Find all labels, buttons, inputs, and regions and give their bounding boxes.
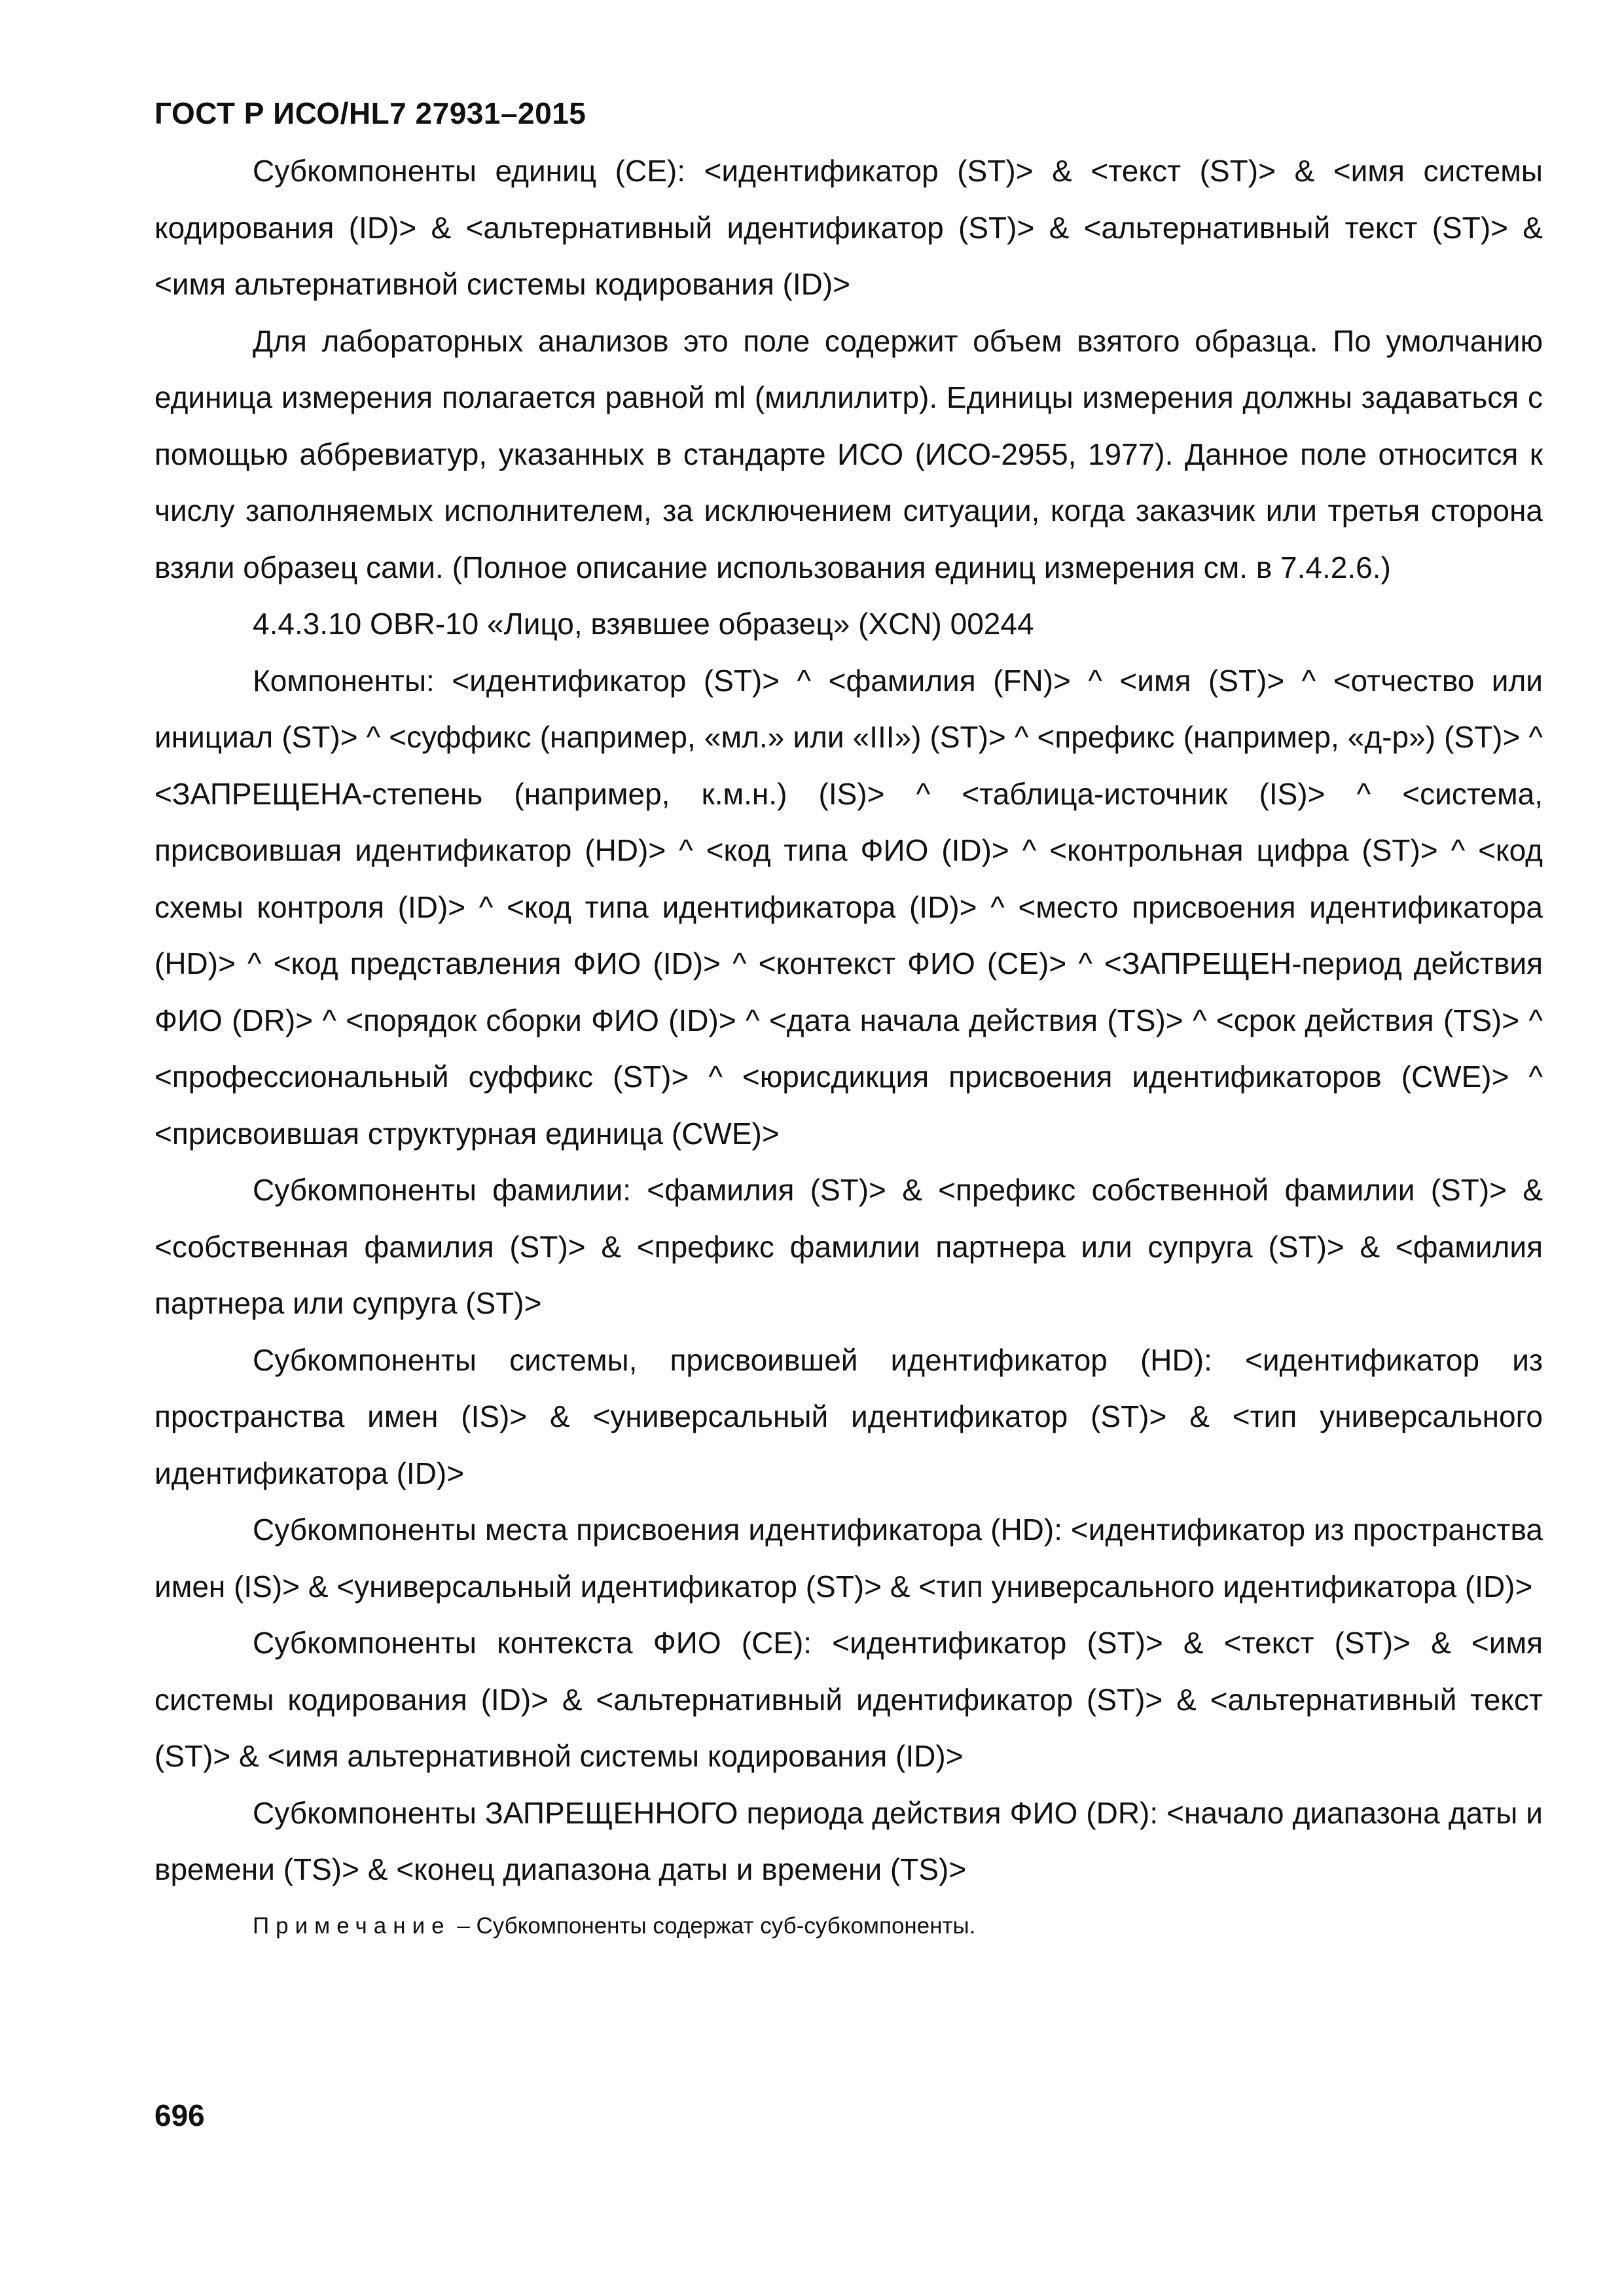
page-number: 696 [154,2098,205,2132]
paragraph-assigning-system-subcomponents: Субкомпоненты системы, присвоившей идентификатор (HD): <идентификатор из пространства имен (IS)> & <универсальный идентификатор (ST)> & <тип универсального идентификатора (ID)> [154,1342,1543,1490]
paragraph-validity-period-subcomponents: Субкомпоненты ЗАПРЕЩЕННОГО периода действия ФИО (DR): <начало диапазона даты и времени (TS)> & <конец диапазона даты и времени (TS)> [154,1795,1543,1886]
note-dash: – [450,1912,477,1939]
paragraph-name-context-subcomponents: Субкомпоненты контекста ФИО (CE): <идентификатор (ST)> & <текст (ST)> & <имя системы кодирования (ID)> & <альтернативный идентификатор (ST)> & <альтернативный текст (ST)> & <имя альтернативной системы кодирования (ID)> [154,1626,1543,1773]
paragraph-ce-subcomponents: Субкомпоненты единиц (CE): <идентификатор (ST)> & <текст (ST)> & <имя системы кодирования (ID)> & <альтернативный идентификатор (ST)> & <альтернативный текст (ST)> & <имя альтернативной системы кодирования (ID)> [154,154,1543,301]
paragraph-components: Компоненты: <идентификатор (ST)> ^ <фамилия (FN)> ^ <имя (ST)> ^ <отчество или инициал (ST)> ^ <суффикс (например, «мл.» или «III») (ST)> ^ <префикс (например, «д-р») (ST)> ^ <ЗАПРЕЩЕНА-степень (например, к.м.н.) (IS)> ^ <таблица-источник (IS)> ^ <система, присвоившая идентификатор (HD)> ^ <код типа ФИО (ID)> ^ <контрольная цифра (ST)> ^ <код схемы контроля (ID)> ^ <код типа идентификатора (ID)> ^ <место присвоения идентификатора (HD)> ^ <код представления ФИО (ID)> ^ <контекст ФИО (CE)> ^ <ЗАПРЕЩЕН-период действия ФИО (DR)> ^ <порядок сборки ФИО (ID)> ^ <дата начала действия (TS)> ^ <срок действия (TS)> ^ <профессиональный суффикс (ST)> ^ <юрисдикция присвоения идентификаторов (CWE)> ^ <присвоившая структурная единица (CWE)> [154,663,1543,1151]
note [154,1898,1543,1955]
document-body [154,143,1543,1954]
paragraph-assigning-facility-subcomponents: Субкомпоненты места присвоения идентификатора (HD): <идентификатор из пространства имен (IS)> & <универсальный идентификатор (ST)> & <тип универсального идентификатора (ID)> [154,1513,1543,1604]
paragraph-surname-subcomponents: Субкомпоненты фамилии: <фамилия (ST)> & <префикс собственной фамилии (ST)> & <собственная фамилия (ST)> & <префикс фамилии партнера или супруга (ST)> & <фамилия партнера или супруга (ST)> [154,1173,1543,1320]
document-header: ГОСТ Р ИСО/HL7 27931–2015 [154,96,586,130]
section-heading-obr-10: 4.4.3.10 OBR-10 «Лицо, взявшее образец» (XCN) 00244 [253,607,1034,641]
paragraph-lab-analysis: Для лабораторных анализов это поле содержит объем взятого образца. По умолчанию единица измерения полагается равной ml (миллилитр). Единицы измерения должны задаваться с помощью аббревиатур, указанных в стандарте ИСО (ИСО-2955, 1977). Данное поле относится к числу заполняемых исполнителем, за исключением ситуации, когда заказчик или третья сторона взяли образец сами. (Полное описание использования единиц измерения см. в 7.4.2.6.) [154,323,1543,584]
note-label: Примечание [253,1912,451,1939]
note-text: Субкомпоненты содержат суб-субкомпоненты. [476,1912,976,1939]
